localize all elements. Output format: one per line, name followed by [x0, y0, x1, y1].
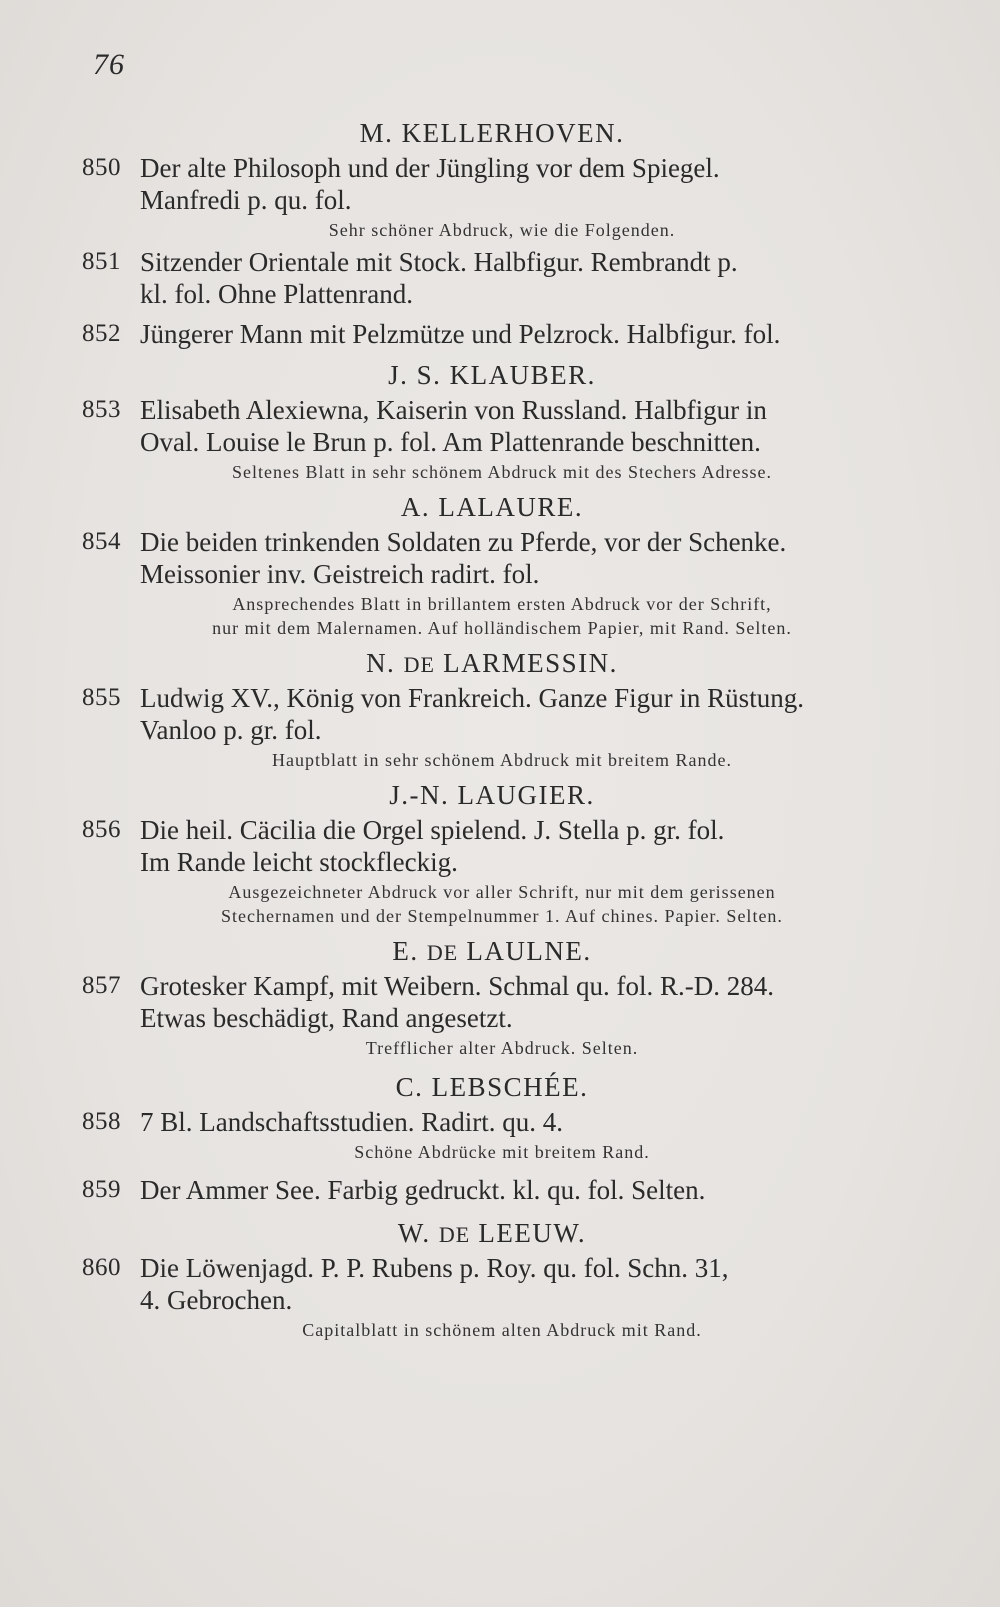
artist-heading: M. KELLERHOVEN.: [359, 118, 625, 148]
catalog-entry: [82, 246, 902, 310]
artist-initial: E.: [392, 936, 419, 966]
entry-number: 852: [82, 320, 121, 347]
entry-note: [82, 748, 902, 772]
entry-number: 856: [82, 816, 121, 843]
note-line: Stechernamen und der Stempelnummer 1. Auf chines. Papier. Selten.: [221, 906, 783, 926]
catalog-entry: [82, 394, 902, 458]
artist-section: [82, 116, 902, 350]
catalog-entry: [82, 682, 902, 746]
entry-line: Vanloo p. gr. fol.: [140, 715, 322, 745]
artist-surname: LARMESSIN.: [443, 648, 618, 678]
note-line: Trefflicher alter Abdruck. Selten.: [365, 1038, 639, 1058]
entry-number: 850: [82, 154, 121, 181]
entry-line: Etwas beschädigt, Rand angesetzt.: [140, 1003, 513, 1033]
entry-line: Jüngerer Mann mit Pelzmütze und Pelzrock. Halbfigur. fol.: [140, 319, 781, 349]
artist-heading: J.-N. LAUGIER.: [389, 780, 595, 810]
entry-text: Der alte Philosoph und der Jüngling vor dem Spiegel.: [140, 153, 720, 183]
entry-line: Die Löwenjagd. P. P. Rubens p. Roy. qu. fol. Schn. 31,: [140, 1253, 729, 1283]
entry-line: Manfredi p. qu. fol.: [140, 185, 352, 215]
catalog-content: [82, 112, 902, 1346]
entry-line: Im Rande leicht stockfleckig.: [140, 847, 458, 877]
catalog-entry: [82, 814, 902, 878]
note-line: Sehr schöner Abdruck, wie die Folgenden.: [328, 220, 676, 240]
artist-section: [82, 778, 902, 928]
entry-number: 855: [82, 684, 121, 711]
artist-section: [82, 490, 902, 640]
artist-heading: J. S. KLAUBER.: [388, 360, 596, 390]
catalog-entry: [82, 318, 902, 350]
catalog-entry: [82, 152, 902, 216]
entry-number: 853: [82, 396, 121, 423]
artist-section: [82, 1070, 902, 1206]
catalog-entry: [82, 970, 902, 1034]
note-line: nur mit dem Malernamen. Auf holländischem Papier, mit Rand. Selten.: [212, 618, 792, 638]
note-line: Schöne Abdrücke mit breitem Rand.: [354, 1142, 650, 1162]
note-line: Seltenes Blatt in sehr schönem Abdruck mit des Stechers Adresse.: [232, 462, 772, 482]
artist-particle: DE: [438, 1222, 471, 1247]
entry-line: 4. Gebrochen.: [140, 1285, 293, 1315]
artist-section: [82, 934, 902, 1060]
entry-note: [82, 1036, 902, 1060]
artist-heading: [82, 934, 902, 968]
catalog-entry: [82, 526, 902, 590]
artist-section: [82, 1216, 902, 1342]
artist-heading: [82, 1216, 902, 1250]
artist-surname: LEEUW.: [478, 1218, 587, 1248]
entry-line: Die heil. Cäcilia die Orgel spielend. J. Stella p. gr. fol.: [140, 815, 725, 845]
entry-note: [82, 218, 902, 242]
entry-line: kl. fol. Ohne Plattenrand.: [140, 279, 413, 309]
entry-number: 851: [82, 248, 121, 275]
note-line: Ausgezeichneter Abdruck vor aller Schrift, nur mit dem gerissenen: [228, 882, 776, 902]
catalog-entry: [82, 1252, 902, 1316]
artist-initial: W.: [397, 1218, 431, 1248]
entry-note: [82, 880, 902, 928]
entry-number: 859: [82, 1176, 121, 1203]
entry-line: 7 Bl. Landschaftsstudien. Radirt. qu. 4.: [140, 1107, 563, 1137]
entry-number: 858: [82, 1108, 121, 1135]
artist-particle: DE: [426, 940, 459, 965]
entry-line: Meissonier inv. Geistreich radirt. fol.: [140, 559, 540, 589]
entry-number: 854: [82, 528, 121, 555]
entry-line: Die beiden trinkenden Soldaten zu Pferde, vor der Schenke.: [140, 527, 787, 557]
entry-line: [140, 152, 902, 184]
entry-line: Grotesker Kampf, mit Weibern. Schmal qu. fol. R.-D. 284.: [140, 971, 774, 1001]
artist-surname: LAULNE.: [466, 936, 592, 966]
artist-heading: [82, 646, 902, 680]
entry-line: Der Ammer See. Farbig gedruckt. kl. qu. fol. Selten.: [140, 1175, 706, 1205]
entry-note: [82, 592, 902, 640]
catalog-entry: [82, 1106, 902, 1138]
entry-line: Elisabeth Alexiewna, Kaiserin von Russland. Halbfigur in: [140, 395, 767, 425]
entry-number: 860: [82, 1254, 121, 1281]
artist-heading: C. LEBSCHÉE.: [395, 1072, 589, 1102]
artist-heading: A. LALAURE.: [400, 492, 584, 522]
page-number: 76: [93, 48, 125, 81]
entry-note: [82, 1318, 902, 1342]
entry-line: Sitzender Orientale mit Stock. Halbfigur. Rembrandt p.: [140, 247, 738, 277]
entry-note: [82, 1140, 902, 1164]
entry-line: Ludwig XV., König von Frankreich. Ganze Figur in Rüstung.: [140, 683, 804, 713]
artist-section: [82, 358, 902, 484]
entry-number: 857: [82, 972, 121, 999]
artist-section: [82, 646, 902, 772]
note-line: Capitalblatt in schönem alten Abdruck mit Rand.: [302, 1320, 702, 1340]
catalog-entry: [82, 1174, 902, 1206]
entry-line: Oval. Louise le Brun p. fol. Am Plattenrande beschnitten.: [140, 427, 761, 457]
entry-note: [82, 460, 902, 484]
artist-initial: N.: [366, 648, 396, 678]
note-line: Ansprechendes Blatt in brillantem ersten Abdruck vor der Schrift,: [232, 594, 772, 614]
note-line: Hauptblatt in sehr schönem Abdruck mit breitem Rande.: [272, 750, 732, 770]
artist-particle: DE: [403, 652, 435, 677]
